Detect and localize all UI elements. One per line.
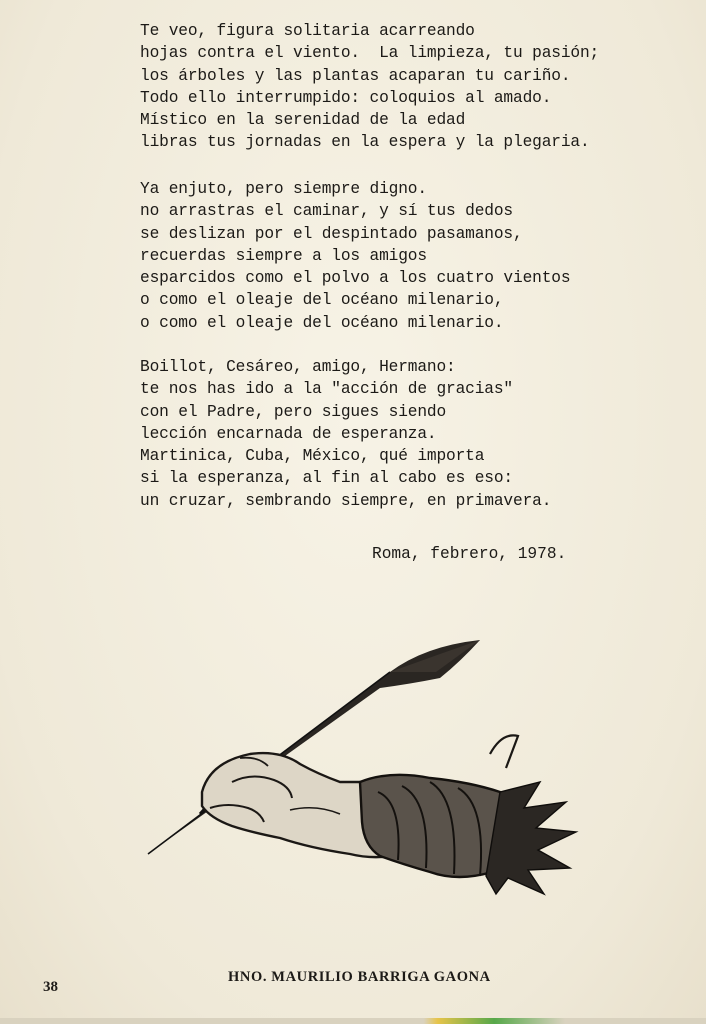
poem-line: Todo ello interrumpido: coloquios al amado. xyxy=(140,88,552,107)
poem-date-line: Roma, febrero, 1978. xyxy=(372,545,567,563)
author-name: HNO. MAURILIO BARRIGA GAONA xyxy=(228,969,491,985)
page-number: 38 xyxy=(43,979,58,995)
poem-line: recuerdas siempre a los amigos xyxy=(140,246,427,265)
poem-line: hojas contra el viento. La limpieza, tu pasión; xyxy=(140,44,600,63)
poem-line: Martinica, Cuba, México, qué importa xyxy=(140,447,485,466)
poem-stanza-1 xyxy=(140,20,680,154)
poem-line: no arrastras el caminar, y sí tus dedos xyxy=(140,202,513,221)
poem-line: con el Padre, pero sigues siendo xyxy=(140,402,447,421)
poem-stanza-2 xyxy=(140,178,680,334)
poem-line: esparcidos como el polvo a los cuatro vientos xyxy=(140,269,571,288)
poem-line: lección encarnada de esperanza. xyxy=(140,424,437,443)
scan-edge-strip xyxy=(0,1018,706,1024)
poem-line: se deslizan por el despintado pasamanos, xyxy=(140,224,523,243)
poem-line: si la esperanza, al fin al cabo es eso: xyxy=(140,469,513,488)
poem-line: te nos has ido a la "acción de gracias" xyxy=(140,380,513,399)
poem-line: los árboles y las plantas acaparan tu cariño. xyxy=(140,66,571,85)
poem-line: o como el oleaje del océano milenario, xyxy=(140,291,504,310)
poem-line: libras tus jornadas en la espera y la plegaria. xyxy=(140,133,590,152)
poem-line: un cruzar, sembrando siempre, en primavera. xyxy=(140,491,552,510)
poem-line: Místico en la serenidad de la edad xyxy=(140,111,466,130)
poem-line: Boillot, Cesáreo, amigo, Hermano: xyxy=(140,358,456,376)
hand-writing-with-quill-icon xyxy=(140,632,600,902)
poem-stanza-3 xyxy=(140,356,680,512)
poem-line: Te veo, figura solitaria acarreando xyxy=(140,22,475,40)
poem-line: o como el oleaje del océano milenario. xyxy=(140,313,504,332)
poem-line: Ya enjuto, pero siempre digno. xyxy=(140,180,427,198)
